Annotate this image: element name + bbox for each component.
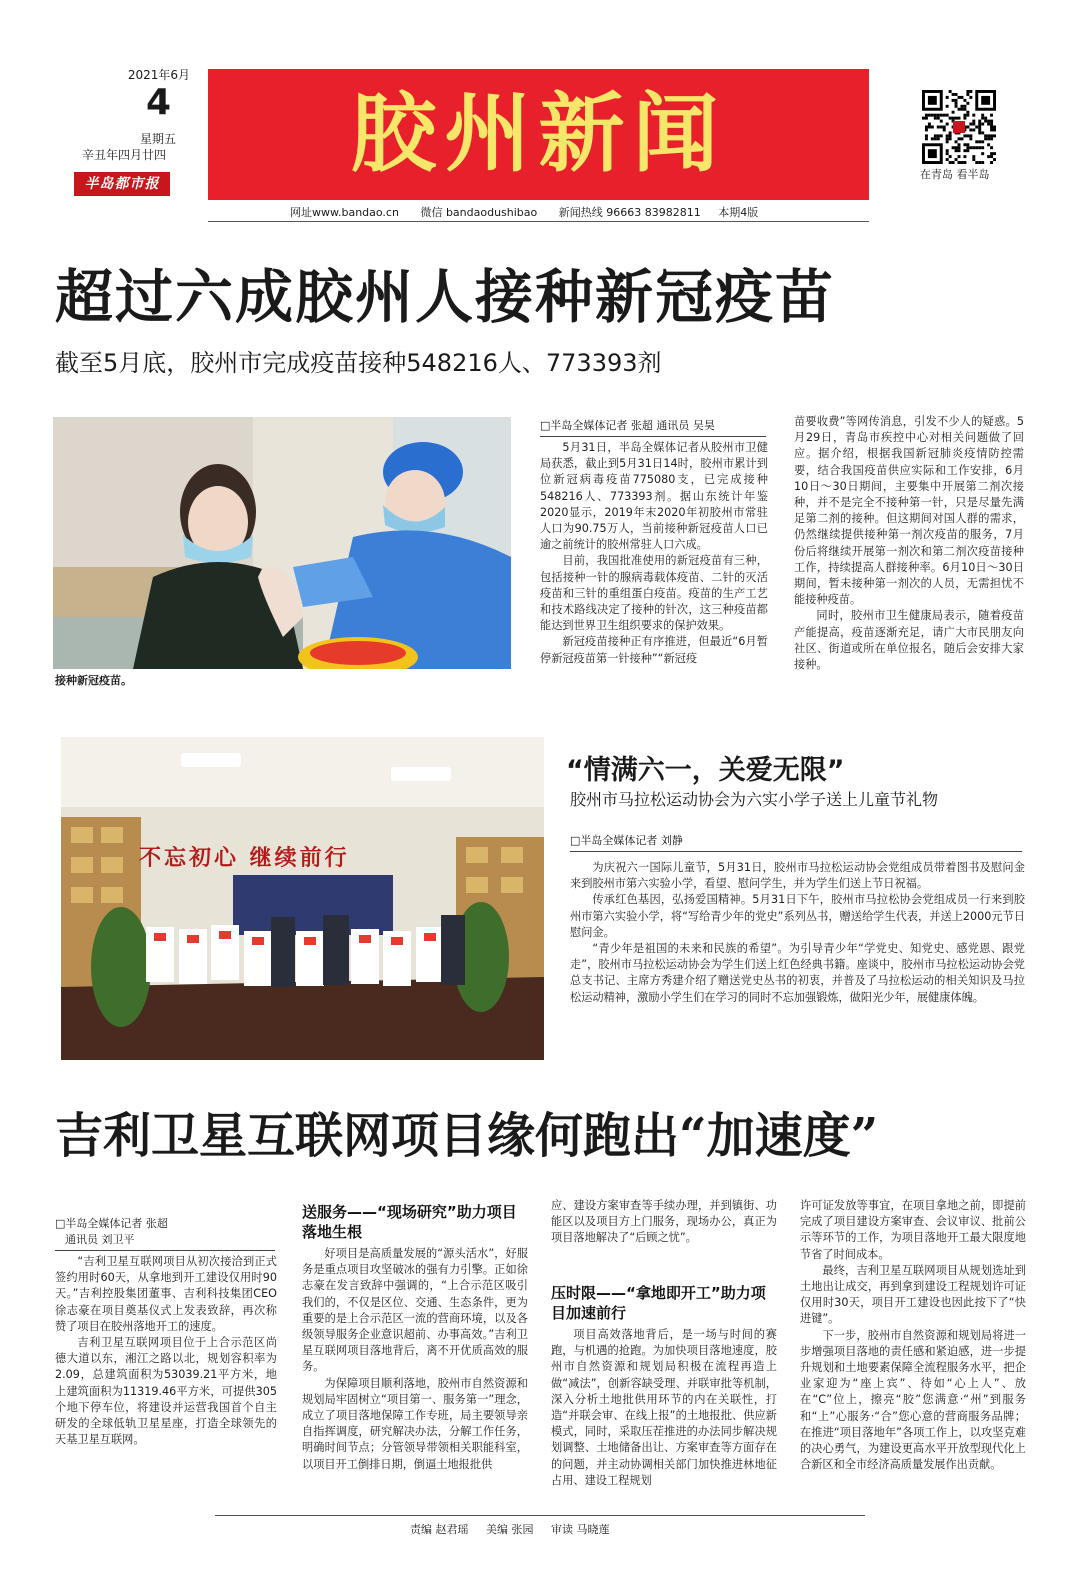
article1-col2 bbox=[794, 414, 1024, 673]
article3-para: 应、建设方案审查等手续办理，并到镇街、功能区以及项目方上门服务，现场办公，真正为项目落地解决了“后顾之忧”。 bbox=[551, 1199, 777, 1245]
photo-banner-slogan: 不忘初心 继续前行 bbox=[139, 845, 350, 871]
article1-headline: 超过六成胶州人接种新冠疫苗 bbox=[55, 263, 836, 331]
footer-editor: 责编 赵君瑶 bbox=[410, 1523, 469, 1536]
qr-code[interactable] bbox=[922, 90, 996, 164]
article3-para: 许可证发放等事宜，在项目拿地之前，即提前完成了项目建设方案审查、会议审议、批前公示等环节的工作，为项目落地开工最大限度地节省了时间成本。 bbox=[800, 1199, 1026, 1261]
article3-byline-reporter: □半岛全媒体记者 张超 bbox=[55, 1217, 168, 1230]
article3-para: 项目高效落地背后，是一场与时间的赛跑，与机遇的抢跑。为加快项目落地速度，胶州市自然资源和规划局积极在流程再造上做“减法”，创新容缺受理、并联审批等机制，深入分析土地批供用环节的内在关联性，打造“并联会审、在线上报”的土地报批、供应新模式，同时，采取压茬推进的办法同步解决规划调整、土地储备出让、方案审查等方面存在的问题，并主动协调相关部门加快推进林地征占用、建设工程规划 bbox=[551, 1328, 777, 1487]
article3-para: 吉利卫星互联网项目位于上合示范区尚德大道以东，湘江之路以北，规划容积率为2.09，总建筑面积为53039.21平方米，地上建筑面积为11319.46平方米，可提供305个地下停车位，将建设并运营我国首个自主研发的全球低轨卫星星座，打造全球领先的天基卫星互联网。 bbox=[55, 1336, 277, 1447]
children-day-photo bbox=[61, 737, 544, 1060]
article2-headline: “情满六一，关爱无限” bbox=[566, 755, 845, 786]
article3-byline bbox=[55, 1215, 275, 1251]
info-pages: 本期4版 bbox=[718, 206, 759, 219]
article3-col3-intro bbox=[551, 1198, 777, 1247]
article3-col4 bbox=[800, 1198, 1026, 1473]
date-weekday: 星期五 bbox=[140, 132, 177, 146]
article3-para: 最终，吉利卫星互联网项目从规划选址到土地出让成交，再到拿到建设工程规划许可证仅用时30天，项目开工建设也因此按下了“快进键”。 bbox=[800, 1263, 1026, 1326]
footer-proofreader: 审读 马晓莲 bbox=[551, 1523, 610, 1536]
article3-para: 下一步，胶州市自然资源和规划局将进一步增强项目落地的责任感和紧迫感，进一步提升规划和土地要素保障全流程服务水平，把企业家迎为“座上宾”、待如“心上人”、放在“C”位上，擦亮“胶”您满意·“州”到服务和“上”心服务·“合”您心意的营商服务品牌；在推进“项目落地年”各项工作上，以攻坚克难的决心勇气，为建设更高水平开放型现代化上合新区和全市经济高质量发展作出贡献。 bbox=[800, 1328, 1026, 1472]
article3-byline-correspondent: 通讯员 刘卫平 bbox=[65, 1233, 135, 1246]
footer-credits bbox=[410, 1521, 610, 1537]
paper-title: 胶州新闻 bbox=[350, 84, 727, 184]
info-bar bbox=[290, 204, 810, 220]
article3-para: 为保障项目顺利落地，胶州市自然资源和规划局牢固树立“项目第一、服务第一”理念，成立了项目落地保障工作专班，局主要领导亲自指挥调度，研究解决办法，分解工作任务，明确时间节点；分管领导带领相关职能科室，以项目开工倒排日期，倒逼土地报批供 bbox=[302, 1376, 528, 1471]
article3-col3 bbox=[551, 1327, 777, 1489]
article2-para: “青少年是祖国的未来和民族的希望”。为引导青少年“学党史、知党史、感党恩、跟党走”，胶州市马拉松运动协会为学生们送上红色经典书籍。座谈中，胶州市马拉松运动协会党总支书记、主席方秀建介绍了赠送党史丛书的初衷，并普及了马拉松运动的相关知识及马拉松运动精神，激励小学生们在学习的同时不忘加强锻炼，做阳光少年，展健康体魄。 bbox=[570, 942, 1025, 1004]
footer-designer: 美编 张园 bbox=[486, 1523, 534, 1536]
article1-photo-caption: 接种新冠疫苗。 bbox=[55, 674, 132, 687]
masthead-rule bbox=[208, 221, 869, 222]
article3-section2-title: 压时限——“拿地即开工”助力项目加速前行 bbox=[551, 1284, 766, 1322]
footer-rule bbox=[215, 1515, 865, 1516]
article3-headline: 吉利卫星互联网项目缘何跑出“加速度” bbox=[55, 1108, 879, 1164]
article1-para: 苗要收费”等网传消息，引发不少人的疑惑。5月29日，青岛市疾控中心对相关问题做了回应。据介绍，根据我国新冠肺炎疫情防控需要，结合我国疫苗供应实际和工作安排，6月10日～30日期间，主要集中开展第二剂次接种，并不是完全不接种第一针，只是尽量先满足第二剂的接种。但这期间对国人群的需求，仍然继续提供接种第一剂次疫苗的服务，7月份后将继续开展第一剂次和第二剂次疫苗接种工作，持续提高人群接种率。6月10日～30日期间，暂未接种第一剂次的人员，无需担忧不能接种疫苗。 bbox=[794, 415, 1024, 607]
qr-caption: 在青岛 看半岛 bbox=[920, 168, 990, 181]
article3-para: “吉利卫星互联网项目从初次接洽到正式签约用时60天，从拿地到开工建设仅用时90天。”吉利控股集团董事、吉利科技集团CEO徐志豪在项目奠基仪式上发表致辞，再次称赞了项目在胶州落地开工的速度。 bbox=[55, 1255, 277, 1333]
article1-col1 bbox=[540, 440, 768, 667]
article2-subhead: 胶州市马拉松运动协会为六实小学子送上儿童节礼物 bbox=[570, 790, 939, 809]
article1-para: 5月31日，半岛全媒体记者从胶州市卫健局获悉，截止到5月31日14时，胶州市累计到位新冠病毒疫苗775080支，已完成接种548216人、773393剂。据山东统计年鉴2020显示，2019年末2020年初胶州市常驻人口为90.75万人，当前接种新冠疫苗人口已逾之前统计的胶州常驻人口六成。 bbox=[540, 441, 768, 552]
article2-body bbox=[570, 860, 1025, 1006]
date-lunar: 辛丑年四月廿四 bbox=[82, 148, 167, 162]
article1-para: 目前，我国批准使用的新冠疫苗有三种，包括接种一针的腺病毒载体疫苗、二针的灭活疫苗和三针的重组蛋白疫苗。疫苗的生产工艺和技术路线决定了接种的针次，这三种疫苗都能达到世界卫生组织要求的保护效果。 bbox=[540, 554, 768, 633]
publisher-logo: 半岛都市报 bbox=[74, 172, 170, 196]
article2-para: 传承红色基因，弘扬爱国精神。5月31日下午，胶州市马拉松协会党组成员一行来到胶州市第六实验小学，将“写给青少年的党史”系列丛书，赠送给学生代表，并送上2000元节日慰问金。 bbox=[570, 893, 1025, 939]
article2-byline: □半岛全媒体记者 刘静 bbox=[570, 832, 1022, 852]
vaccination-photo bbox=[53, 417, 511, 669]
article3-section1-title: 送服务——“现场研究”助力项目落地生根 bbox=[302, 1203, 517, 1241]
date-day: 4 bbox=[146, 82, 172, 123]
info-wechat: 微信 bandaodushibao bbox=[420, 206, 538, 219]
info-website[interactable]: 网址www.bandao.cn bbox=[290, 206, 399, 219]
article1-subhead: 截至5月底，胶州市完成疫苗接种548216人、773393剂 bbox=[55, 349, 662, 377]
article1-para: 新冠疫苗接种正有序推进，但最近“6月暂停新冠疫苗第一针接种”“新冠疫 bbox=[540, 635, 768, 665]
date-year-month: 2021年6月 bbox=[127, 68, 190, 82]
info-hotline: 新闻热线 96663 83982811 bbox=[558, 206, 701, 219]
article1-para: 同时，胶州市卫生健康局表示，随着疫苗产能提高，疫苗逐渐充足，请广大市民朋友向社区、街道或所在单位报名，随后会安排大家接种。 bbox=[794, 609, 1024, 672]
article3-col1 bbox=[55, 1254, 277, 1448]
date-block bbox=[80, 66, 190, 162]
article2-para: 为庆祝六一国际儿童节，5月31日，胶州市马拉松运动协会党组成员带着图书及慰问金来到胶州市第六实验小学，看望、慰问学生，并为学生们送上节日祝福。 bbox=[570, 861, 1025, 891]
article3-para: 好项目是高质量发展的“源头活水”，好服务是重点项目攻坚破冰的强有力引擎。正如徐志豪在发言致辞中强调的，“上合示范区吸引我们的，不仅是区位、交通、生态条件，更为重要的是上合示范区一流的营商环境，以及各级领导服务企业意识超前、办事高效。”吉利卫星互联网项目落地背后，离不开优质高效的服务。 bbox=[302, 1247, 528, 1374]
masthead-banner bbox=[208, 69, 869, 200]
article3-col2 bbox=[302, 1246, 528, 1473]
article1-byline: □半岛全媒体记者 张超 通讯员 吴昊 bbox=[540, 417, 766, 437]
